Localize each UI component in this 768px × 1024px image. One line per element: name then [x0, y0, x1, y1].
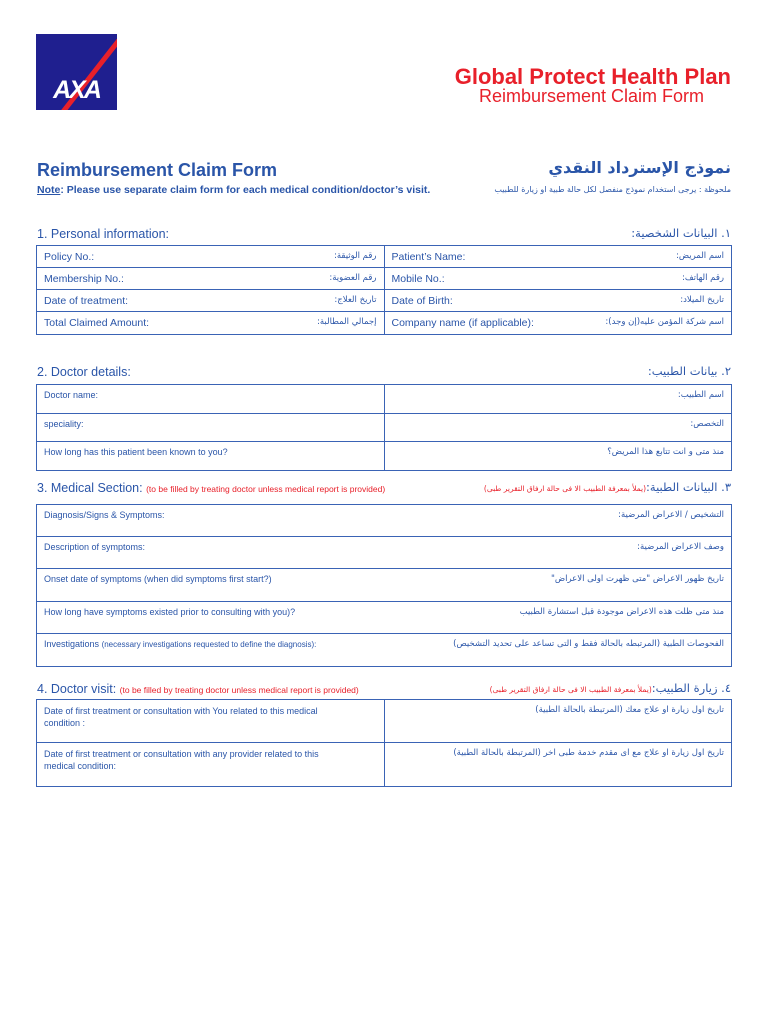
section3-note: (to be filled by treating doctor unless medical report is provided) [146, 484, 386, 494]
note-text: : Please use separate claim form for each medical condition/doctor’s visit. [60, 184, 431, 196]
field-label-en: How long has this patient been known to you? [44, 447, 228, 457]
field-label-ar: اسم الطبيب: [677, 390, 724, 400]
section3-title-ar [484, 480, 731, 494]
section2-title-en: 2. Doctor details: [37, 365, 131, 379]
personal-info-table [36, 245, 732, 335]
company-name-field[interactable] [384, 312, 732, 334]
section4-note: (to be filled by treating doctor unless medical report is provided) [119, 685, 359, 695]
brand-title: Global Protect Health Plan [454, 64, 731, 89]
field-label-en: Policy No.: [44, 251, 95, 263]
field-label-en: Company name (if applicable): [391, 317, 534, 329]
field-label-ar: تاريخ اول زيارة او علاج معك (المرتبطة بالحالة الطبية) [535, 705, 724, 715]
investigations-field[interactable] [37, 634, 731, 666]
field-label-ar: وصف الاعراض المرضية: [637, 542, 724, 552]
form-title-ar: نموذج الإسترداد النقدي [548, 158, 731, 177]
doctor-name-field[interactable] [37, 385, 384, 413]
table-row [37, 634, 731, 666]
total-claimed-amount-field[interactable] [37, 312, 384, 334]
speciality-field-ar[interactable] [384, 414, 732, 441]
section3-title: 3. Medical Section: [37, 481, 143, 495]
field-label-en: Membership No.: [44, 273, 124, 285]
section4-title-ar-text: ٤. زيارة الطبيب: [651, 681, 731, 695]
table-row [37, 385, 731, 414]
table-row [37, 246, 731, 268]
field-label-en: Date of first treatment or consultation with You related to this medical condition : [44, 706, 318, 728]
field-label-en: How long have symptoms existed prior to consulting with you)? [44, 607, 296, 617]
section2-title-ar: ٢. بيانات الطبيب: [647, 364, 731, 378]
table-row [37, 442, 731, 470]
speciality-field[interactable] [37, 414, 384, 441]
field-label-en: Date of treatment: [44, 295, 129, 307]
field-label-en: Patient’s Name: [391, 251, 466, 263]
patient-known-duration-field-ar[interactable] [384, 442, 732, 470]
field-label-ar: منذ متى و انت تتابع هذا المريض؟ [607, 447, 724, 457]
section1-title-ar: ١. البيانات الشخصية: [631, 226, 731, 240]
table-row [37, 537, 731, 569]
table-row [37, 290, 731, 312]
symptoms-description-field[interactable] [37, 537, 731, 568]
symptoms-onset-field[interactable] [37, 569, 731, 601]
first-treatment-any-provider-field-ar[interactable] [384, 743, 732, 786]
diagnosis-field[interactable] [37, 505, 731, 536]
section3-note-ar: (يملأ بمعرفة الطبيب الا فى حالة ارفاق التقرير طبى) [483, 484, 647, 493]
section4-title-en [37, 682, 359, 696]
axa-logo [36, 34, 117, 110]
section3-title-ar-text: ٣. البيانات الطبية: [646, 480, 731, 494]
brand-subtitle: Reimbursement Claim Form [478, 86, 704, 106]
symptoms-duration-field[interactable] [37, 602, 731, 633]
field-label-en: Date of first treatment or consultation with any provider related to this medical condition: [44, 749, 319, 771]
date-of-treatment-field[interactable] [37, 290, 384, 311]
field-label-ar: تاريخ ظهور الاعراض "متى ظهرت اولى الاعراض" [550, 574, 724, 584]
doctor-visit-table [36, 699, 732, 787]
table-row [37, 743, 731, 786]
doctor-details-table [36, 384, 732, 471]
first-treatment-with-you-field-ar[interactable] [384, 700, 732, 742]
field-label-ar: اسم شركة المؤمن عليه(إن وجد): [605, 317, 724, 327]
field-label-ar: رقم العضوية: [329, 273, 377, 283]
section1-title-en: 1. Personal information: [37, 227, 170, 241]
table-row [37, 569, 731, 602]
investigations-label: Investigations [44, 639, 100, 649]
field-label-ar: التخصص: [690, 419, 724, 429]
patient-name-field[interactable] [384, 246, 732, 267]
doctor-name-field-ar[interactable] [384, 385, 732, 413]
field-label-ar: رقم الهاتف: [681, 273, 724, 283]
field-label-en: Doctor name: [44, 390, 99, 400]
field-label-ar: تاريخ الميلاد: [680, 295, 724, 305]
field-label-ar: اسم المريض: [675, 251, 724, 261]
form-note-en [37, 184, 430, 196]
field-label-ar: تاريخ العلاج: [334, 295, 377, 305]
field-label-en: speciality: [44, 419, 84, 429]
field-label-ar: التشخيص / الاعراض المرضية: [618, 510, 724, 520]
field-label-en: Onset date of symptoms (when did symptoms first start?) [44, 574, 272, 584]
field-label-en [44, 639, 316, 649]
field-label-ar: منذ متى ظلت هذه الاعراض موجودة قبل استشارة الطبيب [519, 607, 724, 617]
field-label-en: Mobile No.: [391, 273, 445, 285]
membership-no-field[interactable] [37, 268, 384, 289]
table-row [37, 312, 731, 334]
section3-title-en [37, 481, 385, 495]
field-label-ar: رقم الوثيقة: [333, 251, 377, 261]
date-of-birth-field[interactable] [384, 290, 732, 311]
section4-title: 4. Doctor visit: [37, 682, 117, 696]
patient-known-duration-field[interactable] [37, 442, 384, 470]
field-label-ar: تاريخ اول زيارة او علاج مع اى مقدم خدمة طبى اخر (المرتبطة بالحالة الطبية) [453, 748, 724, 758]
first-treatment-with-you-field[interactable] [37, 700, 384, 742]
logo-wordmark: AXA [53, 76, 100, 104]
mobile-no-field[interactable] [384, 268, 732, 289]
table-row [37, 268, 731, 290]
policy-no-field[interactable] [37, 246, 384, 267]
note-label: Note [37, 184, 61, 196]
form-note-ar: ملحوظة : يرجى استخدام نموذج منفصل لكل حالة طبية او زيارة للطبيب [494, 185, 731, 194]
first-treatment-any-provider-field[interactable] [37, 743, 384, 786]
section4-title-ar [490, 681, 731, 695]
form-title-en: Reimbursement Claim Form [37, 160, 278, 180]
medical-section-table [36, 504, 732, 667]
table-row [37, 414, 731, 442]
field-label-ar: إجمالي المطالبة: [317, 317, 377, 327]
field-label-en: Date of Birth: [391, 295, 453, 307]
investigations-hint: (necessary investigations requested to define the diagnosis): [101, 640, 317, 649]
field-label-ar: الفحوصات الطبية (المرتبطه بالحالة فقط و التى تساعد على تحديد التشخيص) [453, 639, 724, 649]
field-label-en: Total Claimed Amount: [44, 317, 150, 329]
table-row [37, 700, 731, 743]
field-label-en: Diagnosis/Signs & Symptoms: [44, 510, 165, 520]
table-row [37, 602, 731, 634]
table-row [37, 505, 731, 537]
section4-note-ar: (يملأ بمعرفة الطبيب الا فى حالة ارفاق التقرير طبى) [489, 685, 652, 694]
field-label-en: Description of symptoms: [44, 542, 146, 552]
